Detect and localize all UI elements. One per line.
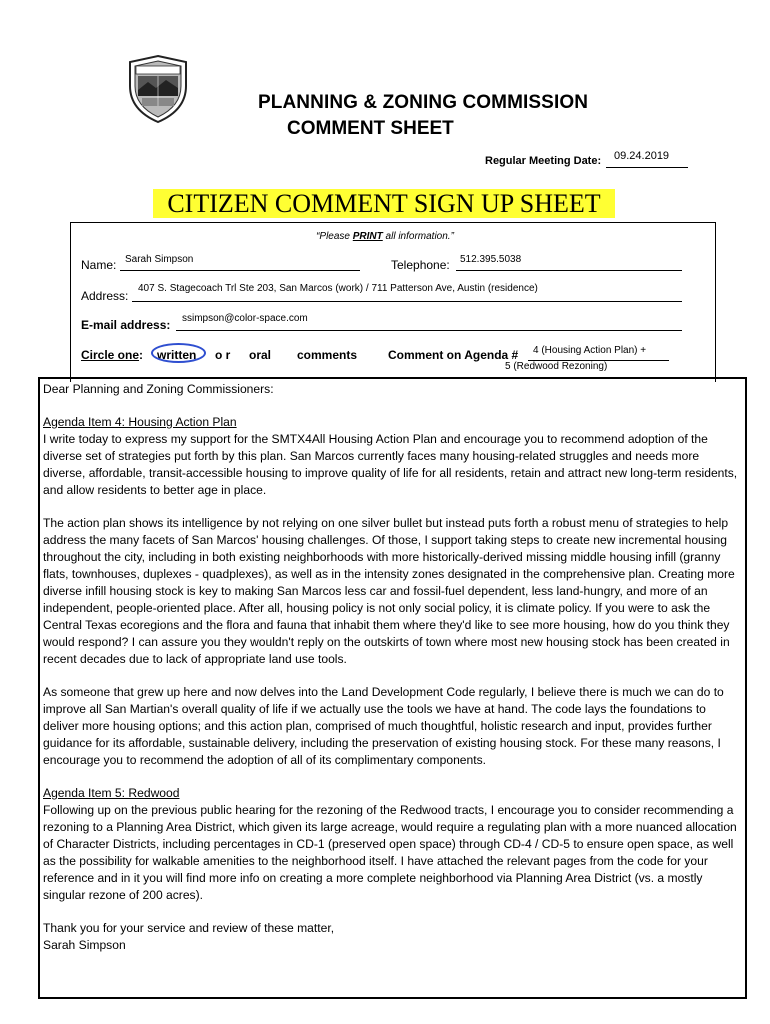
city-seal-icon [122,52,194,124]
print-note-emphasis: PRINT [352,231,383,242]
comment-signature: Sarah Simpson [43,938,126,952]
meeting-date-label: Regular Meeting Date: [485,155,602,167]
item4-paragraph-1: I write today to express my support for the SMTX4All Housing Action Plan and encourage you to recommend adoption of the diverse set of strategies put forth by this plan. San Marcos currently faces many housing-related struggles and needs more diverse, affordable, transit-accessible housing to improve quality of life for all residents, retain and attract new long-term residents, and allow residents to better age in place. [43,432,738,497]
comment-closing: Thank you for your service and review of these matter, [43,921,335,935]
meeting-date-value[interactable]: 09.24.2019 [614,150,670,162]
agenda-field-line2[interactable]: 5 (Redwood Rezoning) [505,361,608,372]
agenda-label: Comment on Agenda # [388,348,519,362]
name-field[interactable]: Sarah Simpson [125,254,194,265]
print-note-pre: “Please [316,231,353,242]
email-field[interactable]: ssimpson@color-space.com [182,313,308,324]
item4-heading: Agenda Item 4: Housing Action Plan [43,415,237,429]
document-title-line2: COMMENT SHEET [287,118,454,139]
comment-body [43,381,743,954]
telephone-label: Telephone: [391,258,450,272]
item5-heading: Agenda Item 5: Redwood [43,786,180,800]
selected-option-circle [151,343,206,363]
option-written[interactable]: written [157,348,197,362]
agenda-field-line1[interactable]: 4 (Housing Action Plan) + [533,345,647,356]
circle-one-colon: : [139,348,144,362]
circle-one-label [81,348,143,362]
item5-paragraph-1: Following up on the previous public hearing for the rezoning of the Redwood tracts, I encourage you to consider recommending a rezoning to a Planning Area District, which given its large acreage, would require a regulating plan with a more nuanced allocation of Character Districts, including percentages in CD-1 (preserved open space) through CD-4 / CD-5 to ensure open space, as well as the possibility for walkable amenities to the neighborhood itself. I have attached the relevant pages from the code for your reference and in it you will find more info on creating a more complete neighborhood via Planning Area District (vs. a mostly singular rezone of 200 acres). [43,803,737,902]
document-title-line1: PLANNING & ZONING COMMISSION [258,92,589,113]
name-label: Name: [81,258,117,272]
address-field[interactable]: 407 S. Stagecoach Trl Ste 203, San Marcos (work) / 711 Patterson Ave, Austin (residence) [138,283,538,294]
telephone-field[interactable]: 512.395.5038 [460,254,522,265]
name-line [120,270,360,271]
telephone-line [456,270,682,271]
banner-title: CITIZEN COMMENT SIGN UP SHEET [167,189,601,218]
email-label: E-mail address: [81,318,171,332]
print-note-post: all information.” [382,231,454,242]
address-label: Address: [81,289,129,303]
meeting-date-line [606,167,688,168]
email-line [176,330,682,331]
item4-paragraph-2: The action plan shows its intelligence by not relying on one silver bullet but instead puts forth a robust menu of strategies to help address the many facets of San Marcos' housing challenges. Of those, I support taking steps to create new incremental housing throughout the city, including in both existing neighborhoods with more historically-derived missing middle housing infill (granny flats, townhouses, duplexes - quadplexes), as well as in the intensity zones designated in the comprehensive plan. Creating more diverse infill housing stock is key to making San Marcos less car and fossil-fuel dependent, less land-hungry, and more of an independent, people-oriented place. After all, housing policy is not only social policy, it is climate policy. If you were to ask the Central Texas ecoregions and the flora and fauna that inhabit them where they'd like to see more housing, how do you think they would respond? I can assure you they wouldn't reply on the outskirts of town where most new housing stock has been created in recent decades due to lack of appropriate land use tools. [43,516,735,666]
item4-paragraph-3: As someone that grew up here and now delves into the Land Development Code regularly, I believe there is much we can do to improve all San Martian's overall quality of life if we actually use the tools we have at hand. The code lays the foundations to deliver more housing options; and this action plan, comprised of much thoughtful, holistic research and input, provides further guidance for its affordable, sustainable delivery, including the preservation of existing housing stock. For these many reasons, I encourage you to recommend the adoption of all of its complimentary components. [43,685,724,767]
option-comments: comments [297,348,358,362]
option-or: o r [215,348,231,362]
comment-greeting: Dear Planning and Zoning Commissioners: [43,382,274,396]
print-note [0,231,770,242]
circle-one-text: Circle one [81,348,140,362]
option-oral[interactable]: oral [249,348,272,362]
address-line [132,301,682,302]
